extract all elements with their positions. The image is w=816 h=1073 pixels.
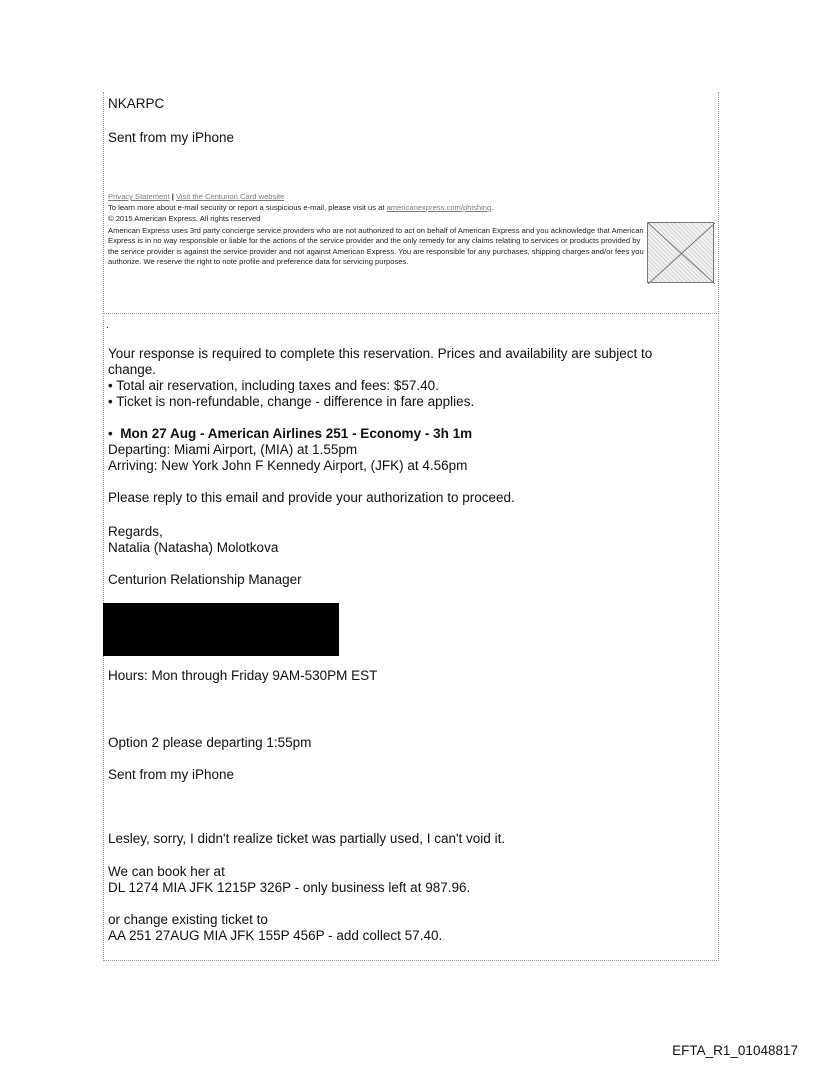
dot-separator: . <box>106 320 109 331</box>
broken-image-icon <box>647 222 714 283</box>
signature-title: Centurion Relationship Manager <box>108 572 302 587</box>
book-her-at-text: We can book her at <box>108 864 225 879</box>
reservation-intro-line1: Your response is required to complete this reservation. Prices and availability are subject to <box>108 346 653 361</box>
departing-text: Departing: Miami Airport, (MIA) at 1.55pm <box>108 442 358 457</box>
redaction-bar <box>103 603 339 656</box>
sent-from-iphone-2: Sent from my iPhone <box>108 767 235 782</box>
privacy-statement-link[interactable]: Privacy Statement <box>108 192 170 201</box>
aa-option-text: AA 251 27AUG MIA JFK 155P 456P - add collect 57.40. <box>108 928 443 943</box>
sent-from-iphone-1: Sent from my iPhone <box>108 130 235 145</box>
hours-text: Hours: Mon through Friday 9AM-530PM EST <box>108 668 378 683</box>
link-separator: | <box>171 192 174 201</box>
amex-links-line <box>108 192 284 202</box>
bullet-total-air: • Total air reservation, including taxes and fees: $57.40. <box>108 378 439 393</box>
option-2-reply: Option 2 please departing 1:55pm <box>108 735 312 750</box>
copyright-text: © 2015 American Express. All rights reserved <box>108 214 261 223</box>
change-ticket-text: or change existing ticket to <box>108 912 268 927</box>
document-id: EFTA_R1_01048817 <box>672 1043 798 1058</box>
security-period: . <box>491 203 494 212</box>
security-line <box>108 203 493 213</box>
nkarpc-text: NKARPC <box>108 96 165 111</box>
signature-name: Natalia (Natasha) Molotkova <box>108 540 279 555</box>
bullet-ticket-nonrefundable: • Ticket is non-refundable, change - difference in fare applies. <box>108 394 475 409</box>
reply-request-text: Please reply to this email and provide your authorization to proceed. <box>108 490 515 505</box>
flight-line <box>108 426 472 442</box>
flight-bullet: • <box>108 426 113 441</box>
centurion-website-link[interactable]: Visit the Centurion Card website <box>176 192 285 201</box>
arriving-text: Arriving: New York John F Kennedy Airport, (JFK) at 4.56pm <box>108 458 468 473</box>
regards-text: Regards, <box>108 524 163 539</box>
security-text: To learn more about e-mail security or report a suspicious e-mail, please visit us at <box>108 203 387 212</box>
reservation-intro-line2: change. <box>108 362 157 377</box>
phishing-link[interactable]: americanexpress.com/phishing <box>386 203 492 212</box>
agent-apology-text: Lesley, sorry, I didn't realize ticket was partially used, I can't void it. <box>108 831 506 846</box>
amex-disclaimer: American Express uses 3rd party concierge service providers who are not authorized to act on behalf of American Express and you acknowledge that American Express is in no way responsible or liable for the actions of the service provider and the only remedy for any claims relating to services or products provided by the service provider is against the service provider and not against American Express. You are responsible for any purchases, shipping charges and/or fees you authorize. We reserve the right to note profile and preference data for servicing purposes. <box>108 226 644 266</box>
delta-option-text: DL 1274 MIA JFK 1215P 326P - only business left at 987.96. <box>108 880 471 895</box>
flight-summary: Mon 27 Aug - American Airlines 251 - Economy - 3h 1m <box>120 426 473 441</box>
